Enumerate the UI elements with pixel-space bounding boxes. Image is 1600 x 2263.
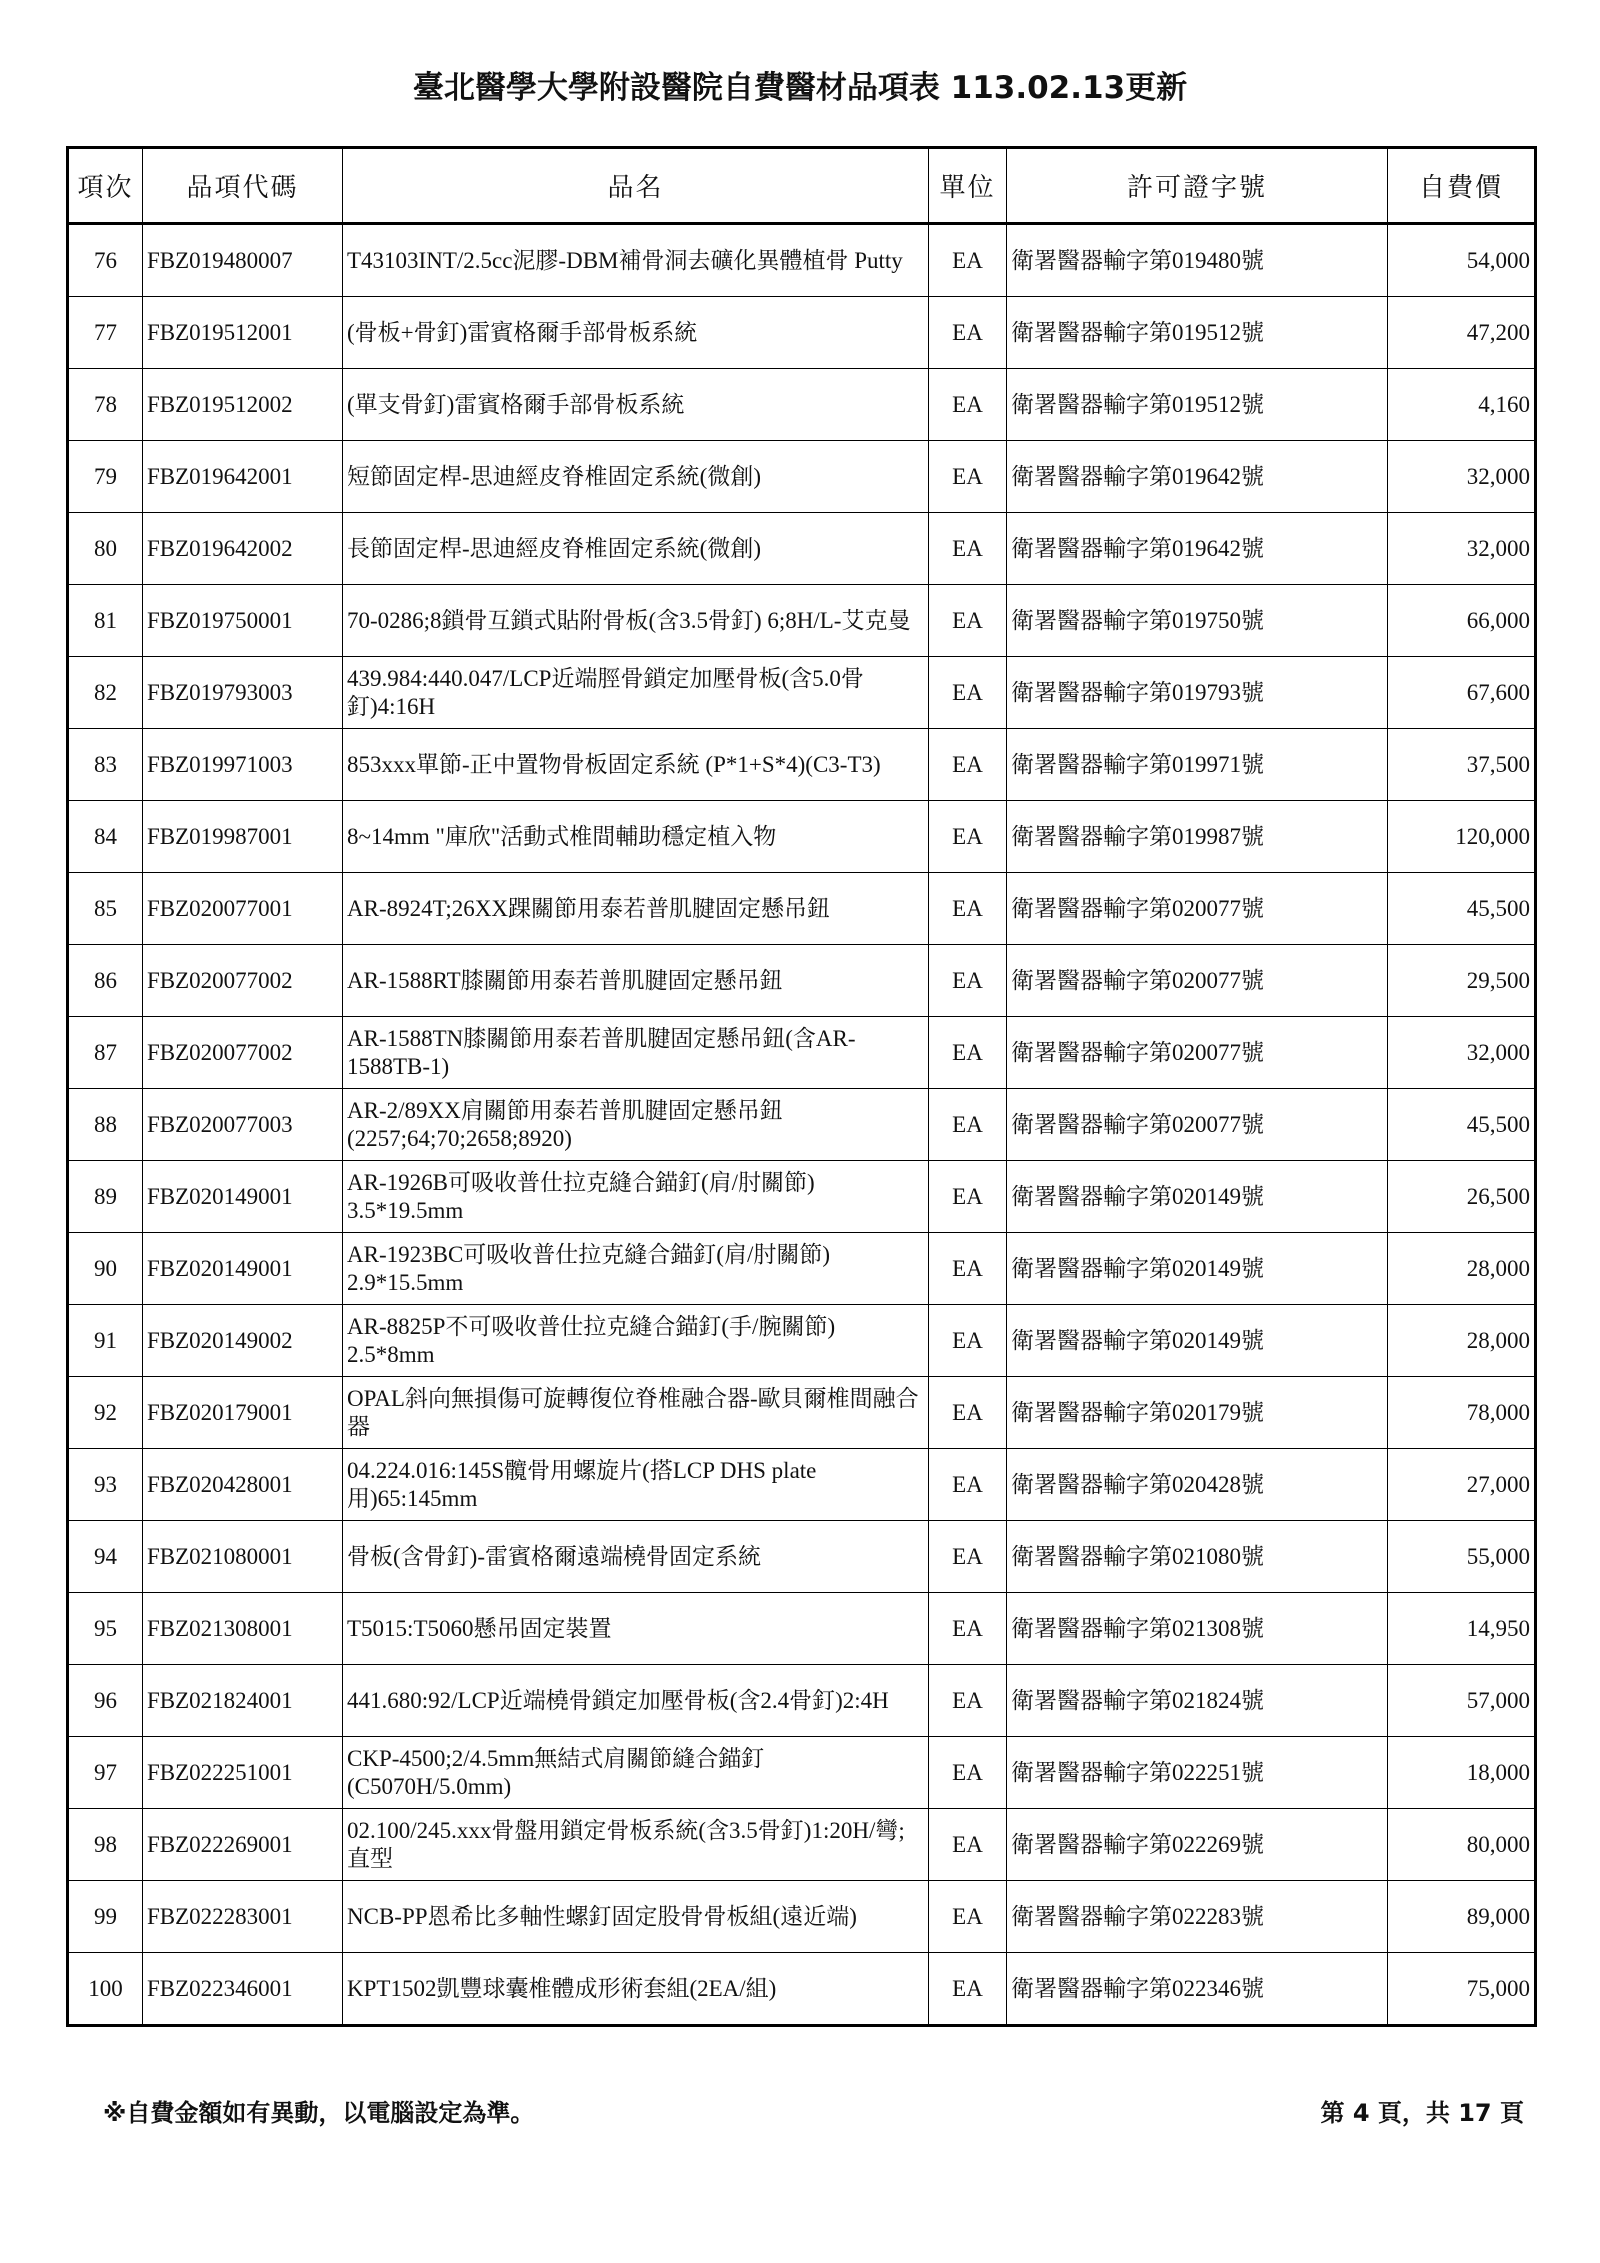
cell-code: FBZ019480007 [143,224,343,297]
cell-code: FBZ019512001 [143,297,343,369]
cell-no: 82 [68,657,143,729]
cell-license: 衛署醫器輸字第019793號 [1007,657,1388,729]
cell-code: FBZ021824001 [143,1665,343,1737]
cell-no: 80 [68,513,143,585]
cell-license: 衛署醫器輸字第022346號 [1007,1953,1388,2026]
cell-license: 衛署醫器輸字第022251號 [1007,1737,1388,1809]
cell-code: FBZ020149001 [143,1161,343,1233]
cell-unit: EA [929,1305,1007,1377]
cell-license: 衛署醫器輸字第019750號 [1007,585,1388,657]
cell-price: 26,500 [1388,1161,1536,1233]
cell-name: 骨板(含骨釘)-雷賓格爾遠端橈骨固定系統 [343,1521,929,1593]
cell-price: 27,000 [1388,1449,1536,1521]
cell-no: 100 [68,1953,143,2026]
cell-price: 45,500 [1388,873,1536,945]
cell-price: 120,000 [1388,801,1536,873]
table-row [68,729,1536,801]
cell-no: 84 [68,801,143,873]
cell-name: T5015:T5060懸吊固定裝置 [343,1593,929,1665]
cell-no: 81 [68,585,143,657]
cell-code: FBZ022269001 [143,1809,343,1881]
cell-code: FBZ019793003 [143,657,343,729]
cell-no: 79 [68,441,143,513]
cell-no: 78 [68,369,143,441]
table-header-row [68,148,1536,224]
cell-price: 28,000 [1388,1305,1536,1377]
cell-license: 衛署醫器輸字第019512號 [1007,297,1388,369]
cell-code: FBZ021080001 [143,1521,343,1593]
cell-no: 96 [68,1665,143,1737]
cell-no: 83 [68,729,143,801]
cell-unit: EA [929,1161,1007,1233]
cell-name: 04.224.016:145S髖骨用螺旋片(搭LCP DHS plate用)65:145mm [343,1449,929,1521]
cell-price: 4,160 [1388,369,1536,441]
cell-price: 45,500 [1388,1089,1536,1161]
cell-name: AR-1588RT膝關節用泰若普肌腱固定懸吊鈕 [343,945,929,1017]
cell-unit: EA [929,1809,1007,1881]
page-number: 第 4 頁，共 17 頁 [1320,2099,1524,2127]
cell-unit: EA [929,1377,1007,1449]
cell-no: 93 [68,1449,143,1521]
cell-price: 28,000 [1388,1233,1536,1305]
cell-price: 54,000 [1388,224,1536,297]
table-row [68,585,1536,657]
cell-no: 89 [68,1161,143,1233]
cell-license: 衛署醫器輸字第019987號 [1007,801,1388,873]
cell-name: AR-1588TN膝關節用泰若普肌腱固定懸吊鈕(含AR-1588TB-1) [343,1017,929,1089]
table-row [68,513,1536,585]
cell-code: FBZ020077003 [143,1089,343,1161]
table-row [68,1017,1536,1089]
table-row [68,1737,1536,1809]
cell-no: 95 [68,1593,143,1665]
cell-name: 441.680:92/LCP近端橈骨鎖定加壓骨板(含2.4骨釘)2:4H [343,1665,929,1737]
cell-name: T43103INT/2.5cc泥膠-DBM補骨洞去礦化異體植骨 Putty [343,224,929,297]
cell-no: 99 [68,1881,143,1953]
table-row [68,1161,1536,1233]
footer-note: ※自費金額如有異動，以電腦設定為準。 [103,2099,535,2127]
table-row [68,297,1536,369]
cell-price: 67,600 [1388,657,1536,729]
cell-unit: EA [929,585,1007,657]
cell-no: 88 [68,1089,143,1161]
table-row [68,1881,1536,1953]
cell-price: 32,000 [1388,441,1536,513]
table-row [68,801,1536,873]
cell-license: 衛署醫器輸字第021308號 [1007,1593,1388,1665]
cell-price: 89,000 [1388,1881,1536,1953]
cell-code: FBZ020077002 [143,1017,343,1089]
cell-unit: EA [929,873,1007,945]
page-title: 臺北醫學大學附設醫院自費醫材品項表 113.02.13更新 [412,70,1188,106]
cell-price: 14,950 [1388,1593,1536,1665]
cell-price: 47,200 [1388,297,1536,369]
cell-code: FBZ022346001 [143,1953,343,2026]
cell-unit: EA [929,1089,1007,1161]
cell-unit: EA [929,513,1007,585]
cell-license: 衛署醫器輸字第020149號 [1007,1305,1388,1377]
cell-price: 78,000 [1388,1377,1536,1449]
cell-license: 衛署醫器輸字第022269號 [1007,1809,1388,1881]
cell-unit: EA [929,729,1007,801]
cell-unit: EA [929,1521,1007,1593]
cell-unit: EA [929,657,1007,729]
cell-name: 439.984:440.047/LCP近端脛骨鎖定加壓骨板(含5.0骨釘)4:16H [343,657,929,729]
cell-no: 76 [68,224,143,297]
cell-license: 衛署醫器輸字第019971號 [1007,729,1388,801]
cell-unit: EA [929,1737,1007,1809]
table-row [68,657,1536,729]
cell-code: FBZ020179001 [143,1377,343,1449]
cell-license: 衛署醫器輸字第020179號 [1007,1377,1388,1449]
cell-code: FBZ019971003 [143,729,343,801]
cell-no: 91 [68,1305,143,1377]
cell-license: 衛署醫器輸字第020149號 [1007,1233,1388,1305]
cell-no: 85 [68,873,143,945]
cell-unit: EA [929,369,1007,441]
cell-price: 80,000 [1388,1809,1536,1881]
cell-code: FBZ019512002 [143,369,343,441]
cell-code: FBZ020077001 [143,873,343,945]
cell-name: 02.100/245.xxx骨盤用鎖定骨板系統(含3.5骨釘)1:20H/彎;直型 [343,1809,929,1881]
cell-no: 77 [68,297,143,369]
column-header-price: 自費價 [1388,148,1536,224]
cell-license: 衛署醫器輸字第019480號 [1007,224,1388,297]
cell-license: 衛署醫器輸字第020077號 [1007,873,1388,945]
cell-no: 90 [68,1233,143,1305]
cell-code: FBZ019750001 [143,585,343,657]
cell-no: 97 [68,1737,143,1809]
cell-license: 衛署醫器輸字第021824號 [1007,1665,1388,1737]
column-header-name: 品名 [343,148,929,224]
cell-license: 衛署醫器輸字第022283號 [1007,1881,1388,1953]
table-row [68,1233,1536,1305]
cell-price: 29,500 [1388,945,1536,1017]
cell-price: 32,000 [1388,513,1536,585]
table-row [68,1953,1536,2026]
cell-license: 衛署醫器輸字第020077號 [1007,945,1388,1017]
cell-code: FBZ019642001 [143,441,343,513]
column-header-unit: 單位 [929,148,1007,224]
cell-code: FBZ021308001 [143,1593,343,1665]
cell-name: KPT1502凱豐球囊椎體成形術套組(2EA/組) [343,1953,929,2026]
cell-license: 衛署醫器輸字第020077號 [1007,1089,1388,1161]
column-header-no: 項次 [68,148,143,224]
cell-name: NCB-PP恩希比多軸性螺釘固定股骨骨板組(遠近端) [343,1881,929,1953]
cell-code: FBZ019987001 [143,801,343,873]
cell-unit: EA [929,297,1007,369]
cell-no: 92 [68,1377,143,1449]
cell-code: FBZ019642002 [143,513,343,585]
cell-unit: EA [929,801,1007,873]
cell-code: FBZ020428001 [143,1449,343,1521]
cell-unit: EA [929,1233,1007,1305]
cell-price: 37,500 [1388,729,1536,801]
table-row [68,1809,1536,1881]
cell-unit: EA [929,945,1007,1017]
table-row [68,1449,1536,1521]
cell-code: FBZ020149001 [143,1233,343,1305]
table-row [68,873,1536,945]
cell-unit: EA [929,224,1007,297]
cell-license: 衛署醫器輸字第021080號 [1007,1521,1388,1593]
cell-unit: EA [929,1593,1007,1665]
table-row [68,1521,1536,1593]
cell-code: FBZ022251001 [143,1737,343,1809]
items-table [66,146,1537,2027]
cell-license: 衛署醫器輸字第020149號 [1007,1161,1388,1233]
cell-price: 75,000 [1388,1953,1536,2026]
cell-license: 衛署醫器輸字第020077號 [1007,1017,1388,1089]
cell-name: CKP-4500;2/4.5mm無結式肩關節縫合錨釘 (C5070H/5.0mm) [343,1737,929,1809]
column-header-license: 許可證字號 [1007,148,1388,224]
cell-name: 短節固定桿-思迪經皮脊椎固定系統(微創) [343,441,929,513]
cell-license: 衛署醫器輸字第019642號 [1007,441,1388,513]
column-header-code: 品項代碼 [143,148,343,224]
cell-unit: EA [929,1953,1007,2026]
cell-no: 94 [68,1521,143,1593]
cell-name: OPAL斜向無損傷可旋轉復位脊椎融合器-歐貝爾椎間融合器 [343,1377,929,1449]
table-row [68,441,1536,513]
cell-unit: EA [929,441,1007,513]
cell-name: AR-1923BC可吸收普仕拉克縫合錨釘(肩/肘關節) 2.9*15.5mm [343,1233,929,1305]
cell-name: AR-8924T;26XX踝關節用泰若普肌腱固定懸吊鈕 [343,873,929,945]
table-row [68,1593,1536,1665]
table-row [68,1665,1536,1737]
cell-name: 長節固定桿-思迪經皮脊椎固定系統(微創) [343,513,929,585]
table-row [68,1089,1536,1161]
table-row [68,224,1536,297]
cell-name: 853xxx單節-正中置物骨板固定系統 (P*1+S*4)(C3-T3) [343,729,929,801]
cell-no: 87 [68,1017,143,1089]
cell-unit: EA [929,1017,1007,1089]
cell-price: 18,000 [1388,1737,1536,1809]
cell-name: AR-1926B可吸收普仕拉克縫合錨釘(肩/肘關節) 3.5*19.5mm [343,1161,929,1233]
table-row [68,369,1536,441]
cell-unit: EA [929,1665,1007,1737]
cell-price: 66,000 [1388,585,1536,657]
cell-unit: EA [929,1449,1007,1521]
cell-name: AR-8825P不可吸收普仕拉克縫合錨釘(手/腕關節) 2.5*8mm [343,1305,929,1377]
cell-license: 衛署醫器輸字第019512號 [1007,369,1388,441]
cell-no: 98 [68,1809,143,1881]
table-row [68,945,1536,1017]
cell-no: 86 [68,945,143,1017]
table-row [68,1377,1536,1449]
cell-name: AR-2/89XX肩關節用泰若普肌腱固定懸吊鈕 (2257;64;70;2658;8920) [343,1089,929,1161]
cell-price: 55,000 [1388,1521,1536,1593]
cell-code: FBZ020149002 [143,1305,343,1377]
cell-code: FBZ022283001 [143,1881,343,1953]
cell-license: 衛署醫器輸字第020428號 [1007,1449,1388,1521]
cell-name: (單支骨釘)雷賓格爾手部骨板系統 [343,369,929,441]
cell-unit: EA [929,1881,1007,1953]
cell-license: 衛署醫器輸字第019642號 [1007,513,1388,585]
table-row [68,1305,1536,1377]
cell-price: 57,000 [1388,1665,1536,1737]
cell-price: 32,000 [1388,1017,1536,1089]
cell-name: 8~14mm "庫欣"活動式椎間輔助穩定植入物 [343,801,929,873]
cell-code: FBZ020077002 [143,945,343,1017]
cell-name: 70-0286;8鎖骨互鎖式貼附骨板(含3.5骨釘) 6;8H/L-艾克曼 [343,585,929,657]
cell-name: (骨板+骨釘)雷賓格爾手部骨板系統 [343,297,929,369]
